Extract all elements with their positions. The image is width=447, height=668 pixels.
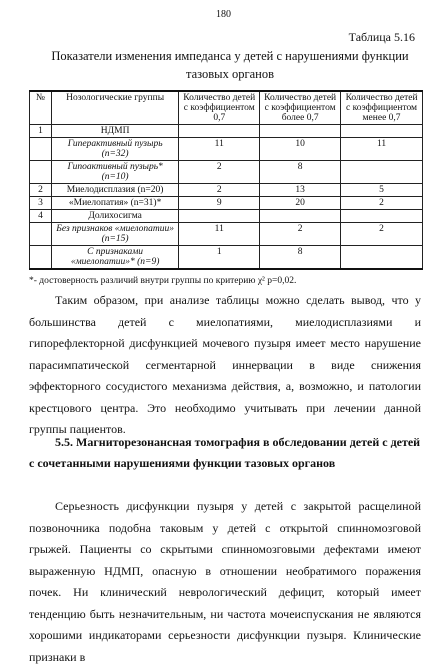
row-group: Долихосигма [51, 210, 178, 223]
row-group: Миелодисплазия (n=20) [51, 184, 178, 197]
row-count-below [341, 125, 423, 138]
row-count-07: 1 [179, 246, 260, 270]
row-count-below: 2 [341, 223, 423, 246]
row-group: С признаками «миелопатии»* (n=9) [51, 246, 178, 270]
row-group: «Миелопатия» (n=31)* [51, 197, 178, 210]
row-count-above: 13 [260, 184, 341, 197]
table-row [30, 161, 423, 184]
section-heading-text: 5.5. Магниторезонансная томография в обследовании детей с детей с сочетанными нарушениями функции тазовых органов [29, 435, 421, 470]
paragraph-mri [29, 496, 421, 668]
row-group: Без признаков «миелопатии» (n=15) [51, 223, 178, 246]
table-row [30, 197, 423, 210]
header-coef-below: Количество детей с коэффициентом менее 0,7 [341, 91, 423, 125]
row-count-07: 11 [179, 223, 260, 246]
table-title: Показатели изменения импеданса у детей с нарушениями функции тазовых органов [51, 49, 409, 81]
row-count-above [260, 210, 341, 223]
row-number [30, 138, 52, 161]
row-number: 2 [30, 184, 52, 197]
row-count-above: 10 [260, 138, 341, 161]
row-count-below [341, 246, 423, 270]
table-row [30, 210, 423, 223]
header-group: Нозологические группы [51, 91, 178, 125]
paragraph-conclusion-text: Таким образом, при анализе таблицы можно сделать вывод, что у большинства детей с миелопатиями, миелодисплазиями и гипорефлекторной дисфункцией мочевого пузыря имеет место нарушение парасимпатической сегментарной иннервации в виде снижения эффекторного сосудистого механизма действия, а, возможно, и патологии крестцового центра. Это необходимо учитывать при лечении данной группы пациентов. [29, 293, 421, 436]
row-count-above: 20 [260, 197, 341, 210]
page-number: 180 [216, 9, 231, 20]
row-count-07: 11 [179, 138, 260, 161]
row-number: 3 [30, 197, 52, 210]
row-count-below [341, 210, 423, 223]
row-count-above [260, 125, 341, 138]
table-row [30, 184, 423, 197]
row-count-07: 2 [179, 161, 260, 184]
row-count-07: 2 [179, 184, 260, 197]
row-count-07 [179, 125, 260, 138]
row-count-below: 11 [341, 138, 423, 161]
paragraph-conclusion [29, 290, 421, 441]
row-count-07: 9 [179, 197, 260, 210]
row-count-above: 8 [260, 161, 341, 184]
section-heading [29, 432, 421, 474]
row-count-below: 5 [341, 184, 423, 197]
row-group: Гиперактивный пузырь (n=32) [51, 138, 178, 161]
row-group: Гипоактивный пузырь* (n=10) [51, 161, 178, 184]
row-count-07 [179, 210, 260, 223]
row-count-above: 8 [260, 246, 341, 270]
table-row [30, 138, 423, 161]
header-number: № [30, 91, 52, 125]
table-label: Таблица 5.16 [348, 30, 415, 44]
row-number [30, 246, 52, 270]
row-number: 1 [30, 125, 52, 138]
paragraph-mri-text: Серьезность дисфункции пузыря у детей с закрытой расщелиной позвоночника подобна таковым у детей с открытой спинномозговой грыжей. Пациенты со скрытыми спинномозговыми дефектами имеют выраженную НДМП, опасную в отношении необратимого поражения почек. Ни клинический неврологический дефицит, который имеет тенденцию быть незначительным, ни частота мочеиспускания не являются хорошими индикаторами серьезности дисфункции пузыря. Клинические признаки в [29, 499, 421, 664]
row-count-below [341, 161, 423, 184]
impedance-table [29, 90, 423, 270]
row-count-below: 2 [341, 197, 423, 210]
table-row [30, 223, 423, 246]
table-row [30, 125, 423, 138]
table-row [30, 246, 423, 270]
row-number: 4 [30, 210, 52, 223]
header-coef-07: Количество детей с коэффициентом 0,7 [179, 91, 260, 125]
row-number [30, 223, 52, 246]
table-footnote: *- достоверность различий внутри группы по критерию χ² p=0,02. [29, 276, 297, 286]
header-coef-above: Количество детей с коэффициентом более 0,7 [260, 91, 341, 125]
row-number [30, 161, 52, 184]
row-group: НДМП [51, 125, 178, 138]
row-count-above: 2 [260, 223, 341, 246]
